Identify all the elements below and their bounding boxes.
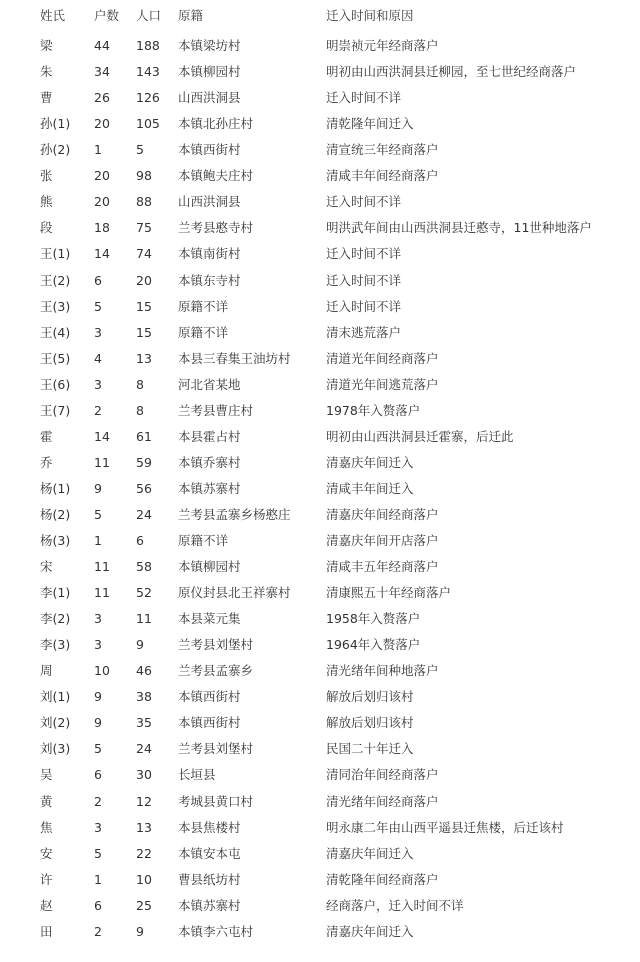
cell-households: 4 <box>94 350 102 366</box>
cell-population: 52 <box>136 585 152 601</box>
cell-origin: 河北省某地 <box>178 376 241 392</box>
cell-surname: 王(2) <box>40 272 71 288</box>
cell-households: 44 <box>94 38 110 53</box>
cell-population: 105 <box>136 116 160 132</box>
cell-origin: 本镇李六屯村 <box>178 923 254 939</box>
cell-origin: 本镇乔寨村 <box>178 454 241 470</box>
cell-population: 61 <box>136 428 152 444</box>
table-row <box>0 111 640 137</box>
table-row <box>0 294 640 320</box>
cell-reason: 清光绪年间种地落户 <box>326 663 439 679</box>
table-row <box>0 398 640 424</box>
cell-reason: 迁入时间不详 <box>326 272 402 288</box>
table-row <box>0 346 640 372</box>
cell-households: 20 <box>94 168 110 184</box>
cell-reason: 清嘉庆年间迁入 <box>326 845 414 861</box>
cell-reason: 清嘉庆年间迁入 <box>326 454 414 470</box>
cell-households: 5 <box>94 741 102 757</box>
table-row <box>0 736 640 762</box>
cell-origin: 本镇安本屯 <box>178 845 241 861</box>
cell-population: 126 <box>136 90 160 106</box>
cell-origin: 山西洪洞县 <box>178 194 241 210</box>
cell-households: 1 <box>94 142 102 158</box>
cell-population: 46 <box>136 663 152 679</box>
cell-population: 8 <box>136 376 144 392</box>
cell-population: 8 <box>136 402 144 418</box>
cell-households: 2 <box>94 923 102 939</box>
cell-population: 5 <box>136 142 144 158</box>
cell-population: 38 <box>136 689 152 705</box>
cell-surname: 王(6) <box>40 376 71 392</box>
cell-population: 58 <box>136 559 152 574</box>
cell-surname: 安 <box>40 845 53 861</box>
cell-reason: 清光绪年间经商落户 <box>326 793 439 809</box>
cell-population: 13 <box>136 819 152 835</box>
cell-population: 10 <box>136 871 152 887</box>
cell-reason: 1978年入赘落户 <box>326 402 421 418</box>
cell-origin: 本镇梁坊村 <box>178 38 241 53</box>
cell-households: 34 <box>94 64 110 79</box>
cell-population: 188 <box>136 38 160 53</box>
cell-origin: 兰考县孟寨乡杨憨庄 <box>178 506 291 522</box>
cell-reason: 经商落户，迁入时间不详 <box>326 897 464 913</box>
cell-surname: 吴 <box>40 767 53 783</box>
cell-origin: 本镇南街村 <box>178 246 241 262</box>
cell-households: 14 <box>94 428 110 444</box>
cell-population: 143 <box>136 64 160 79</box>
cell-households: 3 <box>94 611 102 627</box>
cell-surname: 曹 <box>40 90 53 106</box>
cell-surname: 李(3) <box>40 637 71 653</box>
cell-reason: 解放后划归该村 <box>326 715 414 731</box>
cell-households: 3 <box>94 324 102 340</box>
cell-population: 24 <box>136 741 152 757</box>
header-population: 人口 <box>136 8 162 23</box>
cell-surname: 王(1) <box>40 246 71 262</box>
cell-population: 88 <box>136 194 152 210</box>
table-row <box>0 33 640 59</box>
table-row <box>0 502 640 528</box>
cell-population: 9 <box>136 923 144 939</box>
cell-reason: 明崇祯元年经商落户 <box>326 38 439 53</box>
header-reason: 迁入时间和原因 <box>326 8 414 23</box>
cell-population: 15 <box>136 298 152 314</box>
cell-surname: 熊 <box>40 194 53 210</box>
table-row <box>0 893 640 919</box>
cell-households: 14 <box>94 246 110 262</box>
cell-surname: 刘(1) <box>40 689 71 705</box>
cell-origin: 本镇西街村 <box>178 715 241 731</box>
table-row <box>0 59 640 85</box>
cell-reason: 清道光年间经商落户 <box>326 350 439 366</box>
cell-surname: 张 <box>40 168 53 184</box>
cell-origin: 本镇柳园村 <box>178 64 241 79</box>
table-row <box>0 189 640 215</box>
cell-households: 9 <box>94 480 102 496</box>
cell-population: 56 <box>136 480 152 496</box>
cell-reason: 明洪武年间由山西洪洞县迁憨寺，11世种地落户 <box>326 220 592 236</box>
table-row <box>0 867 640 893</box>
cell-reason: 迁入时间不详 <box>326 194 402 210</box>
cell-reason: 清同治年间经商落户 <box>326 767 439 783</box>
cell-households: 3 <box>94 376 102 392</box>
table-row <box>0 85 640 111</box>
cell-surname: 周 <box>40 663 53 679</box>
table-row <box>0 632 640 658</box>
cell-population: 24 <box>136 506 152 522</box>
cell-households: 20 <box>94 194 110 210</box>
cell-reason: 清嘉庆年间经商落户 <box>326 506 439 522</box>
cell-origin: 本镇苏寨村 <box>178 480 241 496</box>
cell-origin: 兰考县刘堡村 <box>178 637 254 653</box>
table-row <box>0 841 640 867</box>
cell-surname: 王(7) <box>40 402 71 418</box>
cell-origin: 兰考县刘堡村 <box>178 741 254 757</box>
cell-surname: 许 <box>40 871 53 887</box>
cell-origin: 原籍不详 <box>178 533 229 548</box>
table-row <box>0 658 640 684</box>
cell-reason: 解放后划归该村 <box>326 689 414 705</box>
cell-surname: 杨(1) <box>40 480 71 496</box>
cell-population: 74 <box>136 246 152 262</box>
cell-surname: 朱 <box>40 64 53 79</box>
table-row <box>0 789 640 815</box>
cell-origin: 兰考县曹庄村 <box>178 402 254 418</box>
cell-households: 26 <box>94 90 110 106</box>
cell-reason: 清乾隆年间经商落户 <box>326 871 439 887</box>
cell-surname: 刘(2) <box>40 715 71 731</box>
cell-surname: 霍 <box>40 428 53 444</box>
cell-surname: 杨(3) <box>40 533 71 548</box>
cell-households: 5 <box>94 298 102 314</box>
cell-households: 6 <box>94 272 102 288</box>
cell-origin: 本镇西街村 <box>178 142 241 158</box>
cell-origin: 本镇柳园村 <box>178 559 241 574</box>
cell-population: 59 <box>136 454 152 470</box>
table-row <box>0 215 640 241</box>
cell-reason: 迁入时间不详 <box>326 90 402 106</box>
table-row <box>0 163 640 189</box>
cell-surname: 杨(2) <box>40 506 71 522</box>
cell-origin: 本县三春集王油坊村 <box>178 350 291 366</box>
table-row <box>0 476 640 502</box>
cell-reason: 清乾隆年间迁入 <box>326 116 414 132</box>
cell-reason: 清宣统三年经商落户 <box>326 142 439 158</box>
cell-surname: 段 <box>40 220 53 236</box>
cell-households: 2 <box>94 402 102 418</box>
cell-origin: 考城县黄口村 <box>178 793 254 809</box>
cell-surname: 王(5) <box>40 350 71 366</box>
cell-households: 6 <box>94 767 102 783</box>
cell-reason: 明永康二年由山西平遥县迁焦楼，后迁该村 <box>326 819 564 835</box>
cell-households: 2 <box>94 793 102 809</box>
table-row <box>0 684 640 710</box>
cell-surname: 梁 <box>40 38 53 53</box>
cell-households: 5 <box>94 845 102 861</box>
cell-origin: 原籍不详 <box>178 298 229 314</box>
cell-reason: 迁入时间不详 <box>326 298 402 314</box>
table-row <box>0 320 640 346</box>
cell-origin: 山西洪洞县 <box>178 90 241 106</box>
cell-reason: 清咸丰年间迁入 <box>326 480 414 496</box>
cell-origin: 本县焦楼村 <box>178 819 241 835</box>
cell-reason: 清末逃荒落户 <box>326 324 402 340</box>
cell-reason: 明初由山西洪洞县迁柳园，至七世纪经商落户 <box>326 64 577 79</box>
cell-households: 9 <box>94 689 102 705</box>
cell-households: 10 <box>94 663 110 679</box>
table-row <box>0 372 640 398</box>
cell-households: 6 <box>94 897 102 913</box>
cell-population: 12 <box>136 793 152 809</box>
cell-origin: 原籍不详 <box>178 324 229 340</box>
cell-origin: 本县菜元集 <box>178 611 241 627</box>
cell-surname: 乔 <box>40 454 53 470</box>
cell-reason: 1964年入赘落户 <box>326 637 421 653</box>
cell-origin: 长垣县 <box>178 767 216 783</box>
cell-origin: 本镇苏寨村 <box>178 897 241 913</box>
cell-surname: 田 <box>40 923 53 939</box>
table-row <box>0 554 640 580</box>
cell-reason: 明初由山西洪洞县迁霍寨，后迁此 <box>326 428 514 444</box>
table-row <box>0 268 640 294</box>
cell-population: 30 <box>136 767 152 783</box>
cell-households: 11 <box>94 585 110 601</box>
cell-surname: 李(1) <box>40 585 71 601</box>
cell-reason: 清道光年间逃荒落户 <box>326 376 439 392</box>
cell-population: 20 <box>136 272 152 288</box>
cell-origin: 本镇鲍夫庄村 <box>178 168 254 184</box>
cell-origin: 本镇东寺村 <box>178 272 241 288</box>
table-row <box>0 424 640 450</box>
cell-reason: 清嘉庆年间迁入 <box>326 923 414 939</box>
table-row <box>0 241 640 267</box>
cell-population: 11 <box>136 611 152 627</box>
cell-reason: 1958年入赘落户 <box>326 611 421 627</box>
cell-surname: 赵 <box>40 897 53 913</box>
cell-households: 20 <box>94 116 110 132</box>
header-surname: 姓氏 <box>40 8 66 23</box>
table-row <box>0 137 640 163</box>
cell-reason: 清康熙五十年经商落户 <box>326 585 452 601</box>
cell-surname: 孙(1) <box>40 116 71 132</box>
cell-households: 9 <box>94 715 102 731</box>
cell-population: 98 <box>136 168 152 184</box>
table-row <box>0 606 640 632</box>
table-row <box>0 919 640 945</box>
table-row <box>0 710 640 736</box>
cell-surname: 李(2) <box>40 611 71 627</box>
cell-surname: 黄 <box>40 793 53 809</box>
table-row <box>0 815 640 841</box>
table-row <box>0 528 640 554</box>
cell-population: 35 <box>136 715 152 731</box>
cell-surname: 孙(2) <box>40 142 71 158</box>
cell-origin: 本镇西街村 <box>178 689 241 705</box>
cell-reason: 清嘉庆年间开店落户 <box>326 533 439 548</box>
header-origin: 原籍 <box>178 8 204 23</box>
cell-population: 13 <box>136 350 152 366</box>
cell-households: 11 <box>94 454 110 470</box>
cell-population: 9 <box>136 637 144 653</box>
cell-origin: 本镇北孙庄村 <box>178 116 254 132</box>
cell-surname: 宋 <box>40 559 53 574</box>
cell-population: 6 <box>136 533 144 548</box>
cell-reason: 民国二十年迁入 <box>326 741 414 757</box>
table-row <box>0 762 640 788</box>
cell-surname: 王(4) <box>40 324 71 340</box>
cell-reason: 迁入时间不详 <box>326 246 402 262</box>
cell-origin: 兰考县孟寨乡 <box>178 663 254 679</box>
cell-reason: 清咸丰五年经商落户 <box>326 559 439 574</box>
cell-origin: 曹县纸坊村 <box>178 871 241 887</box>
cell-households: 18 <box>94 220 110 236</box>
cell-surname: 刘(3) <box>40 741 71 757</box>
cell-surname: 焦 <box>40 819 53 835</box>
cell-households: 5 <box>94 506 102 522</box>
cell-households: 3 <box>94 819 102 835</box>
cell-origin: 本县霍占村 <box>178 428 241 444</box>
cell-households: 1 <box>94 533 102 548</box>
cell-population: 25 <box>136 897 152 913</box>
table-header <box>0 3 640 29</box>
cell-households: 1 <box>94 871 102 887</box>
cell-population: 15 <box>136 324 152 340</box>
cell-surname: 王(3) <box>40 298 71 314</box>
cell-population: 22 <box>136 845 152 861</box>
cell-population: 75 <box>136 220 152 236</box>
cell-households: 11 <box>94 559 110 574</box>
table-row <box>0 450 640 476</box>
table-row <box>0 580 640 606</box>
header-households: 户数 <box>94 8 120 23</box>
cell-households: 3 <box>94 637 102 653</box>
cell-reason: 清咸丰年间经商落户 <box>326 168 439 184</box>
cell-origin: 原仪封县北王祥寨村 <box>178 585 291 601</box>
cell-origin: 兰考县憨寺村 <box>178 220 254 236</box>
